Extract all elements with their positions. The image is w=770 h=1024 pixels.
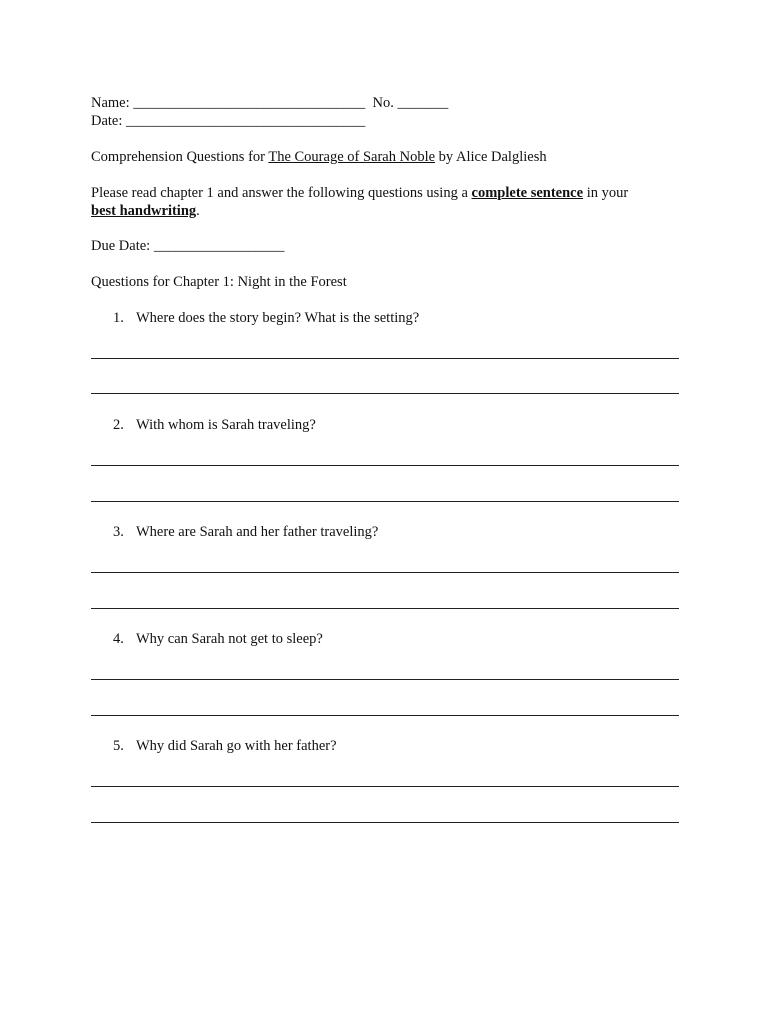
intro-suffix: by Alice Dalgliesh: [435, 149, 547, 165]
answer-line[interactable]: [91, 465, 679, 466]
answer-line[interactable]: [91, 715, 679, 716]
answer-line[interactable]: [91, 393, 679, 394]
question-text: With whom is Sarah traveling?: [136, 417, 316, 433]
question-number: 3.: [113, 524, 124, 540]
question-2: [113, 416, 316, 434]
instructions-line-1: [91, 184, 628, 202]
question-text: Why can Sarah not get to sleep?: [136, 631, 323, 647]
question-4: [113, 630, 323, 648]
question-3: [113, 523, 378, 541]
question-1: [113, 309, 419, 327]
answer-line[interactable]: [91, 679, 679, 680]
name-row: [91, 94, 448, 112]
date-blank[interactable]: _________________________________: [126, 113, 366, 129]
book-title: The Courage of Sarah Noble: [268, 149, 436, 165]
instructions-emphasis-complete-sentence: complete sentence: [471, 185, 584, 201]
chapter-heading: Questions for Chapter 1: Night in the Forest: [91, 274, 347, 290]
intro-line: [91, 148, 547, 166]
instructions-part-2: in your: [583, 185, 629, 201]
answer-line[interactable]: [91, 358, 679, 359]
name-label: Name:: [91, 95, 134, 111]
question-number: 4.: [113, 631, 124, 647]
question-text: Why did Sarah go with her father?: [136, 738, 337, 754]
date-row: [91, 112, 365, 130]
question-text: Where does the story begin? What is the setting?: [136, 310, 420, 326]
instructions-emphasis-best-handwriting: best handwriting: [91, 203, 197, 219]
question-text: Where are Sarah and her father traveling?: [136, 524, 379, 540]
answer-line[interactable]: [91, 572, 679, 573]
intro-prefix: Comprehension Questions for: [91, 149, 269, 165]
answer-line[interactable]: [91, 608, 679, 609]
answer-line[interactable]: [91, 786, 679, 787]
instructions-line-2: [91, 202, 200, 220]
question-number: 5.: [113, 738, 124, 754]
question-number: 2.: [113, 417, 124, 433]
instructions-part-1: Please read chapter 1 and answer the following questions using a: [91, 185, 472, 201]
date-label: Date:: [91, 113, 127, 129]
due-date-row: [91, 237, 284, 255]
name-blank[interactable]: ________________________________: [133, 95, 366, 111]
instructions-part-3: .: [196, 203, 200, 219]
question-number: 1.: [113, 310, 124, 326]
due-date-blank[interactable]: __________________: [153, 238, 285, 254]
number-blank[interactable]: _______: [397, 95, 449, 111]
answer-line[interactable]: [91, 822, 679, 823]
question-5: [113, 737, 337, 755]
answer-line[interactable]: [91, 501, 679, 502]
due-date-label: Due Date:: [91, 238, 154, 254]
number-label: No.: [365, 95, 398, 111]
